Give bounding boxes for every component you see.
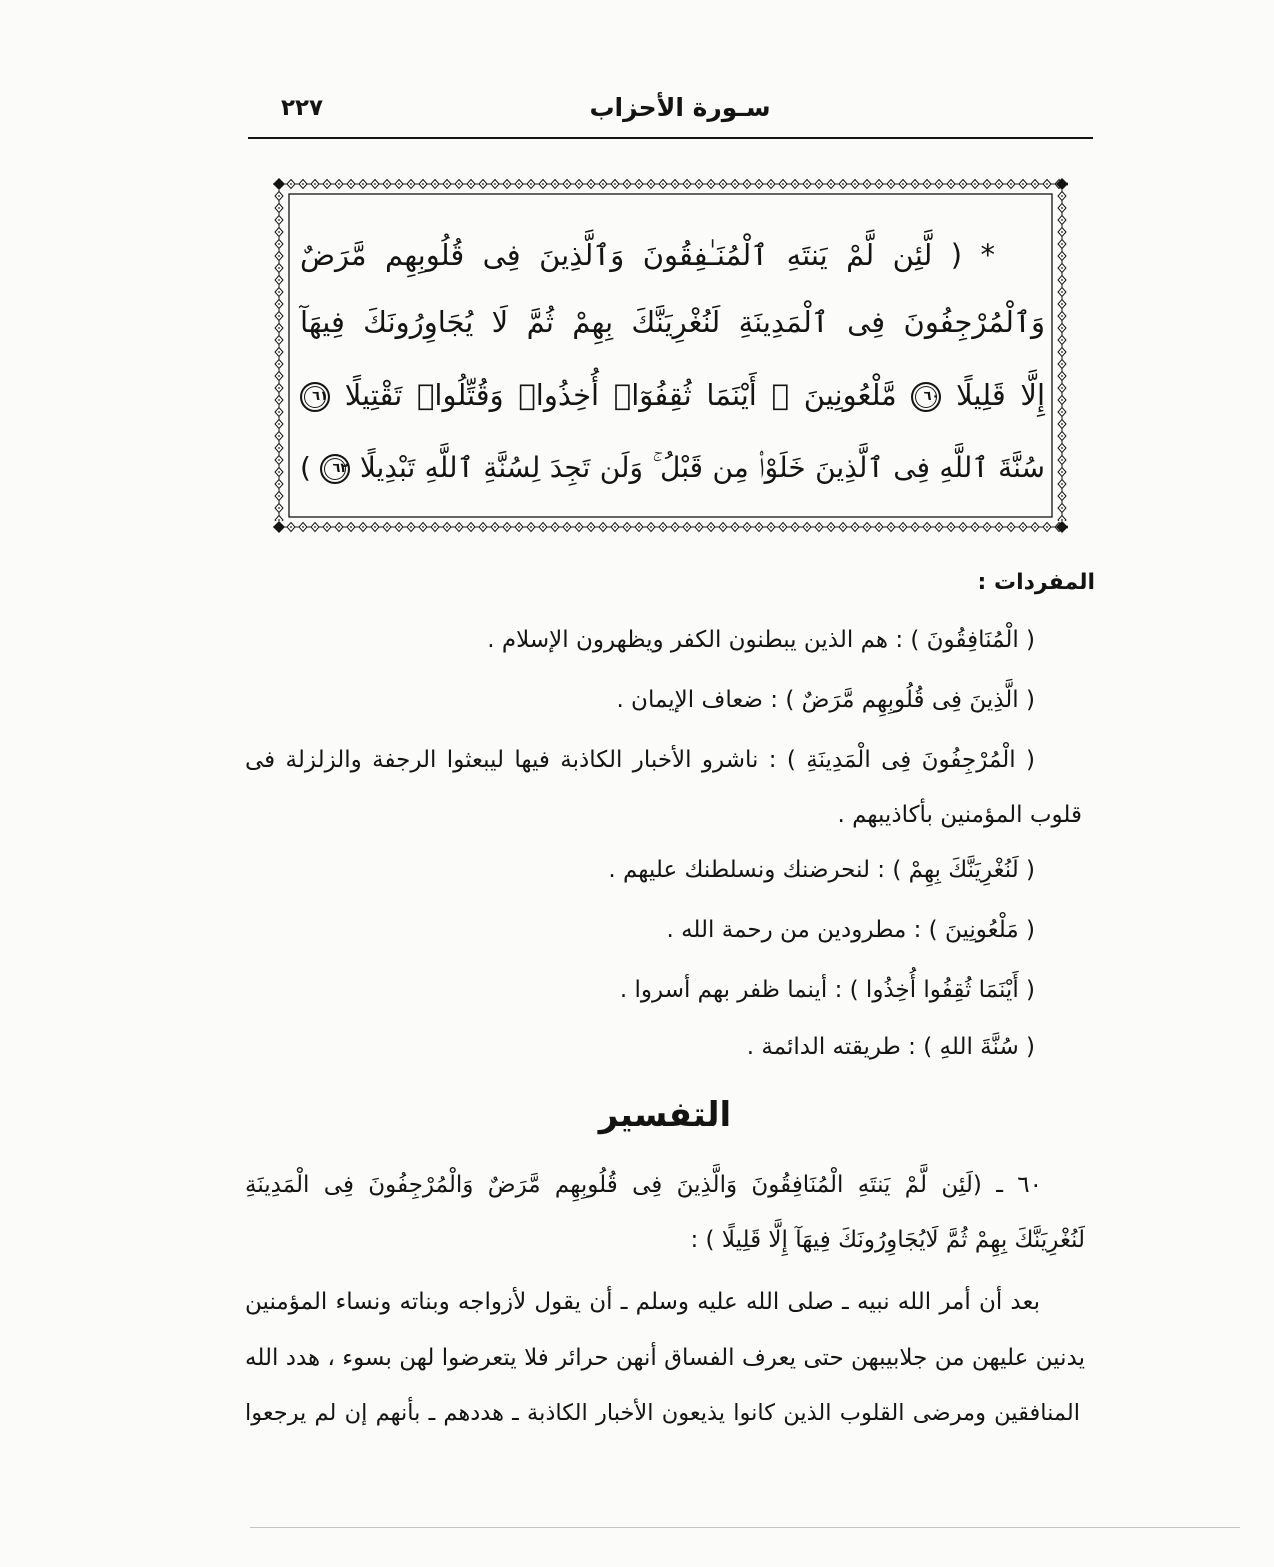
ayah-text: سُنَّةَ ٱللَّهِ فِى ٱلَّذِينَ خَلَوْا۟ مِن قَبْلُ ۚ وَلَن تَجِدَ لِسُنَّةِ ٱللَّهِ تَبْدِيلًا [359,451,1045,484]
border-chain-bottom [273,521,1068,533]
vocabulary-line: ( الَّذِينَ فِى قُلُوبِهِم مَّرَضٌ ) : ضعاف الإيمان . [616,687,1035,713]
tafsir-paragraph-line: بعد أن أمر الله نبيه ـ صلى الله عليه وسلم ـ أن يقول لأزواجه وبناته ونساء المؤمنين [245,1289,1040,1315]
ayah-line-3 [300,370,1045,420]
verse-number-60: ٦٠ [911,382,941,412]
ayah-text: مَّلْعُونِينَ ۚ أَيْنَمَا ثُقِفُوٓا۟ أُخِذُوا۟ وَقُتِّلُوا۟ تَقْتِيلًا [344,378,897,412]
border-chain-left [273,190,285,521]
ayah-line-4 [300,443,1045,493]
ayah-line-2: وَٱلْمُرْجِفُونَ فِى ٱلْمَدِينَةِ لَنُغْرِيَنَّكَ بِهِمْ ثُمَّ لَا يُجَاوِرُونَكَ فِيهَآ [300,305,1045,339]
vocabulary-line: ( الْمُنَافِقُونَ ) : هم الذين يبطنون الكفر ويظهرون الإسلام . [487,627,1035,653]
border-chain-right [1056,190,1068,521]
vocabulary-line: ( سُنَّةَ اللهِ ) : طريقته الدائمة . [746,1034,1035,1060]
surah-title: سـورة الأحزاب [589,93,771,122]
tafsir-paragraph-line: يدنين عليهن من جلابيبهن حتى يعرف الفساق أنهن حرائر فلا يتعرضوا لهن بسوء ، هدد الله [245,1345,1085,1371]
vocabulary-line: ( لَنُغْرِيَنَّكَ بِهِمْ ) : لنحرضنك ونسلطنك عليهم . [608,857,1035,883]
tafsir-heading: التفسير [598,1095,732,1135]
verse-number-62: ٦٢ [320,454,350,484]
vocabulary-line: ( أَيْنَمَا ثُقِفُوا أُخِذُوا ) : أينما ظفر بهم أسروا . [619,977,1035,1003]
border-chain-top [273,178,1068,190]
closing-parenthesis: ) [300,451,311,484]
page-bottom-edge [250,1527,1240,1528]
tafsir-verse-line: لَنُغْرِيَنَّكَ بِهِمْ ثُمَّ لَايُجَاوِرُونَكَ فِيهَآ إِلَّا قَلِيلًا ) : [690,1227,1085,1253]
tafsir-paragraph-line: المنافقين ومرضى القلوب الذين كانوا يذيعون الأخبار الكاذبة ـ هددهم ـ بأنهم إن لم يرجعوا [245,1400,1080,1426]
ayah-text: إِلَّا قَلِيلًا [956,378,1046,412]
page-number: ٢٢٧ [280,95,324,121]
ayah-line-1: * ( لَّئِن لَّمْ يَنتَهِ ٱلْمُنَـٰفِقُونَ وَٱلَّذِينَ فِى قُلُوبِهِم مَّرَضٌ [300,238,995,272]
vocabulary-line: ( مَلْعُونِينَ ) : مطرودين من رحمة الله . [666,917,1035,943]
verse-number-61: ٦١ [300,382,330,412]
header-rule [248,137,1093,139]
vocabulary-line: ( الْمُرْجِفُونَ فِى الْمَدِينَةِ ) : ناشرو الأخبار الكاذبة فيها ليبعثوا الرجفة والزلزلة فى [245,747,1035,773]
tafsir-verse-line: ٦٠ ـ (لَئِن لَّمْ يَنتَهِ الْمُنَافِقُونَ وَالَّذِينَ فِى قُلُوبِهِم مَّرَضٌ وَالْمُرْجِفُونَ فِى الْمَدِينَةِ [245,1172,1042,1198]
vocabulary-line: قلوب المؤمنين بأكاذيبهم . [837,802,1082,828]
vocabulary-heading: المفردات : [977,570,1095,595]
